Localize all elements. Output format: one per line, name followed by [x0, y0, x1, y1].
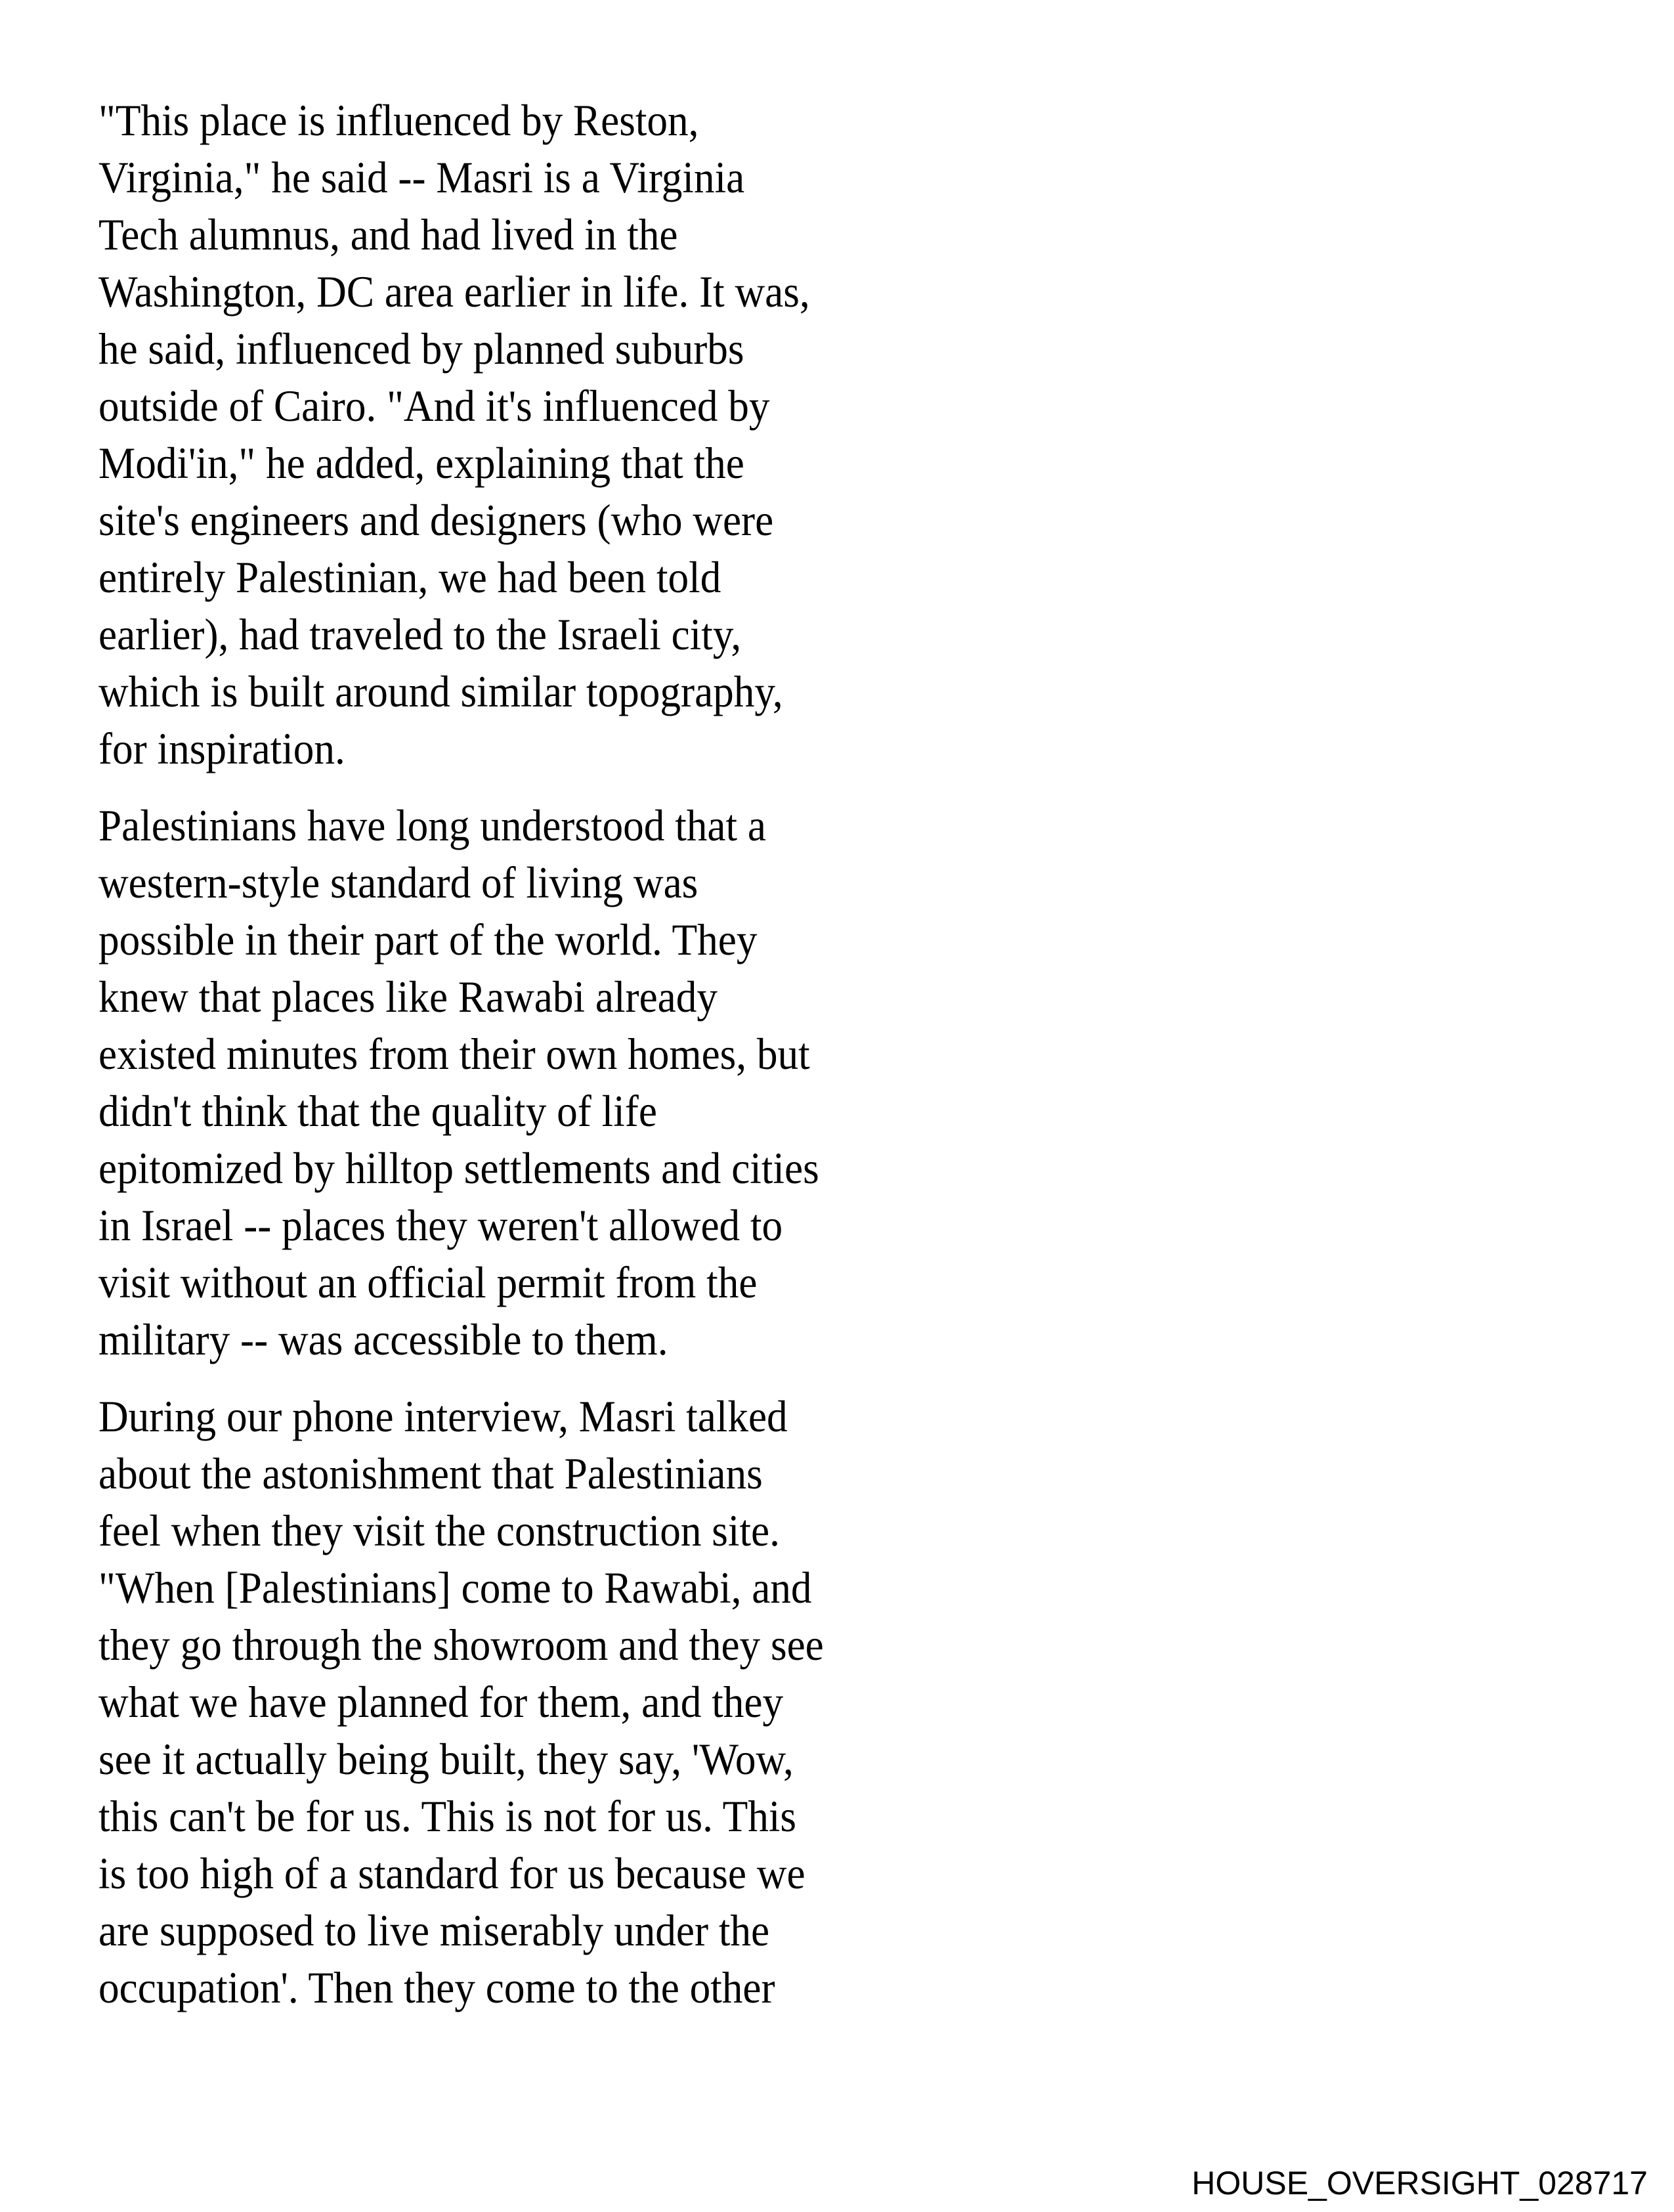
text-line: entirely Palestinian, we had been told [98, 552, 721, 602]
document-body [98, 92, 824, 2036]
bates-number: HOUSE_OVERSIGHT_028717 [1191, 2165, 1648, 2201]
text-line: what we have planned for them, and they [98, 1677, 784, 1727]
text-line: military -- was accessible to them. [98, 1314, 668, 1364]
text-line: Washington, DC area earlier in life. It was, [98, 267, 810, 316]
text-line: existed minutes from their own homes, but [98, 1029, 810, 1079]
text-line: During our phone interview, Masri talked [98, 1391, 788, 1441]
text-line: western-style standard of living was [98, 857, 698, 907]
text-line: is too high of a standard for us because we [98, 1848, 805, 1898]
text-line: they go through the showroom and they see [98, 1620, 824, 1670]
text-line: he said, influenced by planned suburbs [98, 324, 744, 374]
text-line: occupation'. Then they come to the other [98, 1963, 775, 2012]
text-line: Virginia," he said -- Masri is a Virginia [98, 152, 745, 202]
text-line: in Israel -- places they weren't allowed to [98, 1200, 783, 1250]
text-line: this can't be for us. This is not for us. This [98, 1791, 797, 1841]
text-line: are supposed to live miserably under the [98, 1905, 770, 1955]
text-line: Tech alumnus, and had lived in the [98, 209, 678, 259]
text-line: site's engineers and designers (who were [98, 495, 774, 545]
text-line: feel when they visit the construction site. [98, 1506, 780, 1555]
text-line: "This place is influenced by Reston, [98, 95, 699, 145]
text-line: earlier), had traveled to the Israeli city, [98, 609, 742, 659]
text-line: "When [Palestinians] come to Rawabi, and [98, 1563, 812, 1613]
text-line: Palestinians have long understood that a [98, 800, 766, 850]
text-line: for inspiration. [98, 724, 345, 773]
paragraph [98, 797, 824, 1368]
paragraph [98, 1388, 824, 2016]
paragraph [98, 92, 824, 777]
text-line: possible in their part of the world. They [98, 915, 758, 965]
text-line: knew that places like Rawabi already [98, 972, 718, 1022]
text-line: visit without an official permit from the [98, 1257, 758, 1307]
text-line: about the astonishment that Palestinians [98, 1448, 763, 1498]
text-line: epitomized by hilltop settlements and cities [98, 1143, 819, 1193]
text-line: outside of Cairo. "And it's influenced by [98, 381, 770, 431]
text-line: which is built around similar topography, [98, 666, 783, 716]
text-line: didn't think that the quality of life [98, 1086, 657, 1136]
text-line: Modi'in," he added, explaining that the [98, 438, 744, 488]
text-line: see it actually being built, they say, 'Wow, [98, 1734, 794, 1784]
